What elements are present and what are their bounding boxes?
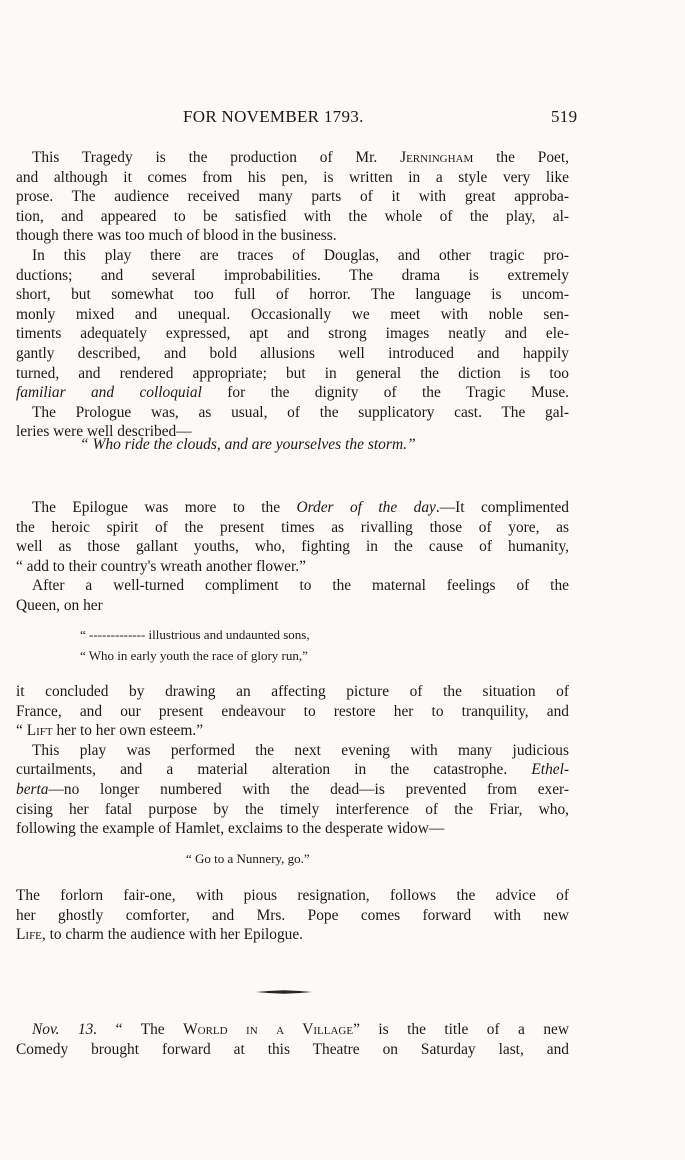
- text-line: monly mixed and unequal. Occasionally we meet with noble sen-: [16, 305, 569, 323]
- verse-line: “ Who in early youth the race of glory run,”: [80, 648, 308, 663]
- quote-line: “ Who ride the clouds, and are yourselves the storm.”: [80, 436, 416, 453]
- text-line: timents adequately expressed, apt and strong images neatly and ele-: [16, 325, 569, 343]
- text-line: gantly described, and bold allusions well introduced and happily: [16, 344, 569, 362]
- text-line: tion, and appeared to be satisfied with the whole of the play, al-: [16, 207, 569, 225]
- ornamental-divider: [256, 989, 312, 995]
- text-line: After a well-turned compliment to the maternal feelings of the: [32, 577, 569, 595]
- text-line: “ add to their country's wreath another flower.”: [16, 557, 306, 575]
- text-line: Life, to charm the audience with her Epilogue.: [16, 926, 304, 944]
- text-line: Queen, on her: [16, 596, 103, 614]
- paragraph-group-5: [16, 1020, 569, 1059]
- text-line: The forlorn fair-one, with pious resignation, follows the advice of: [16, 887, 569, 904]
- text-line: The Prologue was, as usual, of the supplicatory cast. The gal-: [32, 403, 569, 421]
- verse-line: “ ------------- illustrious and undaunted sons,: [80, 627, 310, 642]
- text-line: The Epilogue was more to the Order of the day.—It complimented: [32, 499, 569, 516]
- text-line: ductions; and several improbabilities. The drama is extremely: [16, 266, 569, 284]
- author-name: Jerningham: [400, 149, 474, 166]
- text-line: curtailments, and a material alteration in the catastrophe. Ethel-: [16, 761, 569, 779]
- text-line: it concluded by drawing an affecting picture of the situation of: [16, 683, 569, 700]
- text-line: Nov. 13. “ The World in a Village” is the title of a new: [32, 1021, 569, 1038]
- text-line: berta—no longer numbered with the dead—is prevented from exer-: [16, 780, 569, 798]
- text-line: prose. The audience received many parts of it with great approba-: [16, 188, 569, 206]
- text-line: “ Lift her to her own esteem.”: [16, 722, 204, 740]
- text-line: the heroic spirit of the present times as rivalling those of yore, as: [16, 518, 569, 536]
- text-line: In this play there are traces of Douglas, and other tragic pro-: [32, 246, 569, 264]
- running-title: FOR NOVEMBER 1793.: [183, 107, 364, 126]
- text-line: This play was performed the next evening with many judicious: [32, 741, 569, 759]
- paragraph-group-1: [16, 148, 569, 442]
- text-line: This Tragedy is the production of Mr. Jerningham the Poet,: [32, 149, 569, 166]
- play-title: World in a Village: [183, 1021, 354, 1038]
- text-line: familiar and colloquial for the dignity of the Tragic Muse.: [16, 384, 569, 402]
- paragraph-group-4: [16, 886, 569, 945]
- quote-line: “ Go to a Nunnery, go.”: [186, 851, 310, 866]
- text-line: well as those gallant youths, who, fighting in the cause of humanity,: [16, 538, 569, 556]
- text-line: though there was too much of blood in the business.: [16, 227, 337, 245]
- text-line: and although it comes from his pen, is written in a style very like: [16, 168, 569, 186]
- text-line: leries were well described—: [16, 423, 192, 441]
- paragraph-group-2: [16, 498, 569, 616]
- text-line: Comedy brought forward at this Theatre on Saturday last, and: [16, 1040, 569, 1058]
- page-number: 519: [551, 107, 578, 126]
- paragraph-group-3: [16, 682, 569, 839]
- text-line: France, and our present endeavour to restore her to tranquility, and: [16, 702, 569, 720]
- text-line: short, but somewhat too full of horror. The language is uncom-: [16, 286, 569, 304]
- text-line: her ghostly comforter, and Mrs. Pope comes forward with new: [16, 906, 569, 924]
- text-line: following the example of Hamlet, exclaims to the desperate widow—: [16, 820, 445, 838]
- text-line: turned, and rendered appropriate; but in general the diction is too: [16, 364, 569, 382]
- text-line: cising her fatal purpose by the timely interference of the Friar, who,: [16, 800, 569, 818]
